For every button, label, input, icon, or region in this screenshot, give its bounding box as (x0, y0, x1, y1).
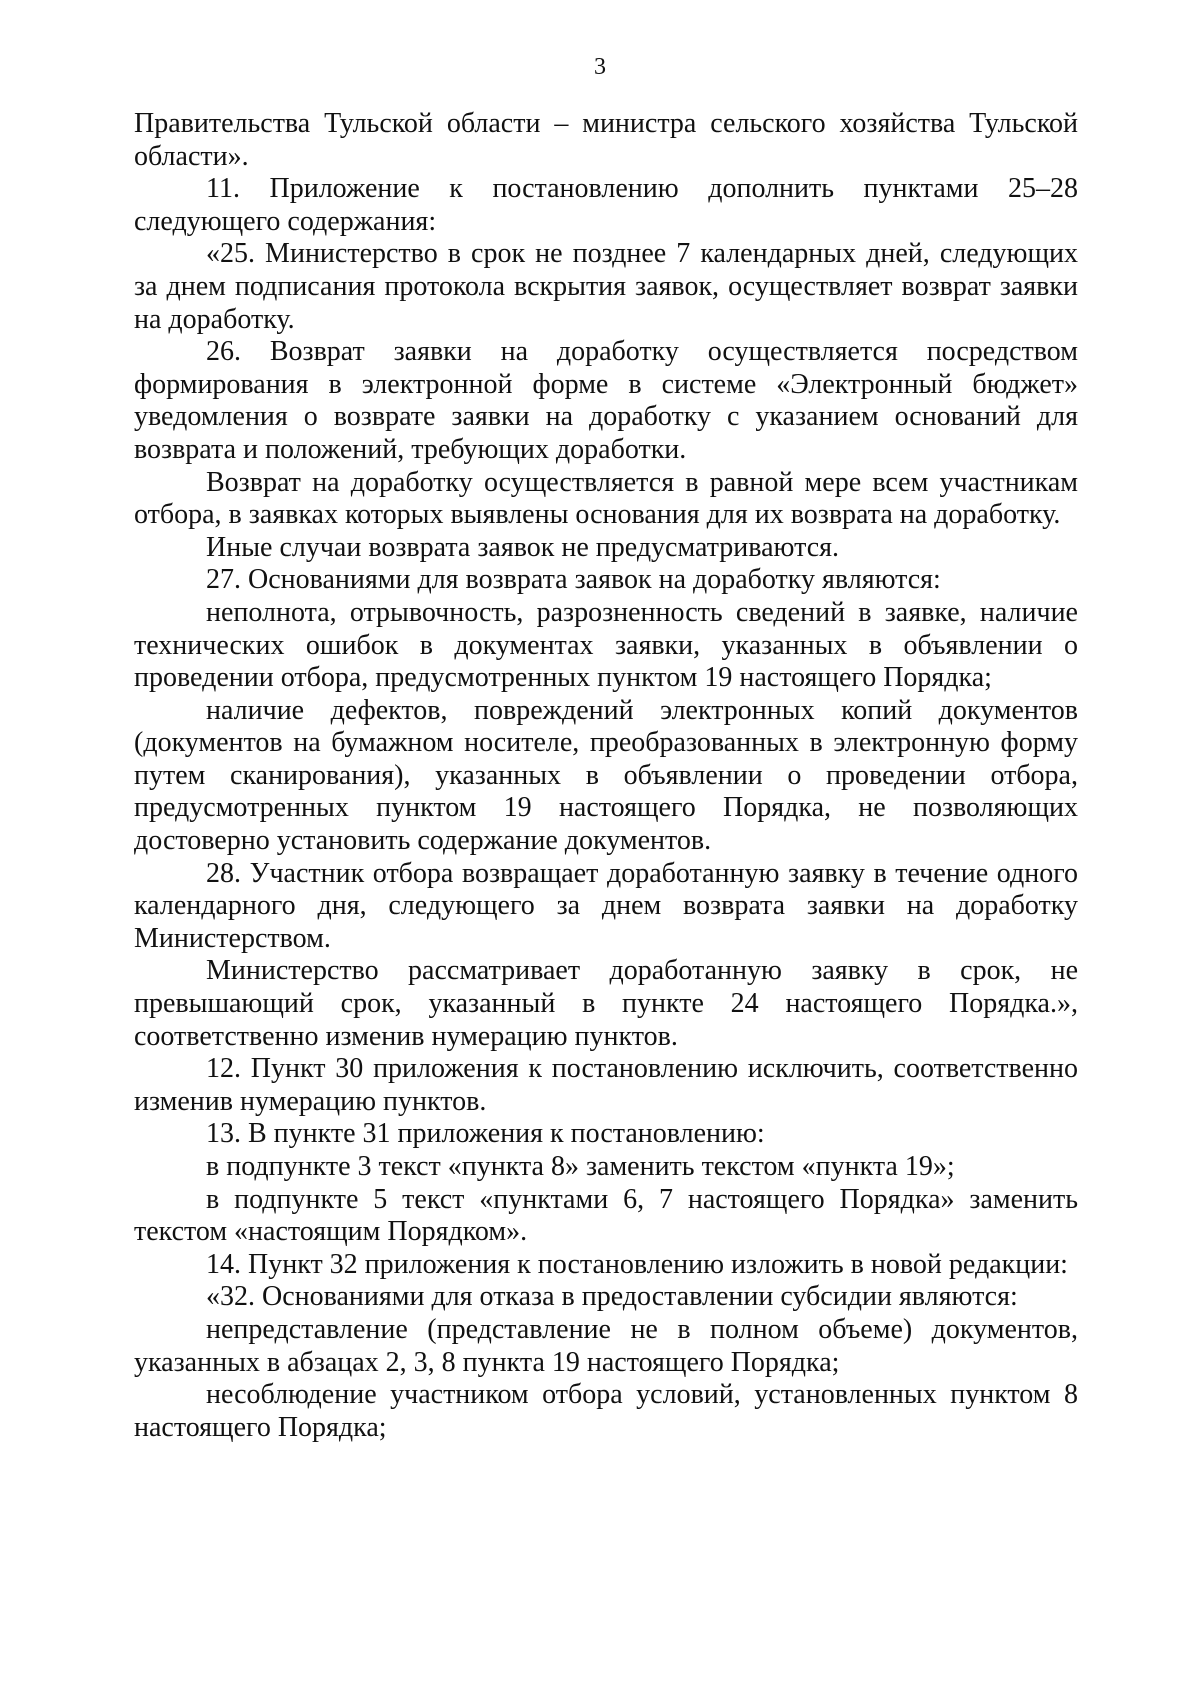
paragraph-item-13: 13. В пункте 31 приложения к постановлению: (206, 1118, 765, 1150)
page-number: 3 (594, 54, 606, 80)
paragraph-item-14: 14. Пункт 32 приложения к постановлению изложить в новой редакции: (206, 1248, 1068, 1280)
paragraph-item-12: 12. Пункт 30 приложения к постановлению исключить, соответственно изменив нумерацию пунктов. (134, 1053, 1078, 1117)
paragraph-item-27: 27. Основаниями для возврата заявок на доработку являются: (206, 564, 941, 596)
paragraph-continuation: Правительства Тульской области – министра сельского хозяйства Тульской области». (134, 108, 1078, 172)
paragraph-subitem-5: в подпункте 5 текст «пунктами 6, 7 настоящего Порядка» заменить текстом «настоящим Порядком». (134, 1183, 1078, 1248)
paragraph-other-cases: Иные случаи возврата заявок не предусматриваются. (206, 531, 839, 563)
paragraph-item-11: 11. Приложение к постановлению дополнить пунктами 25–28 следующего содержания: (134, 173, 1078, 237)
paragraph-item-26: 26. Возврат заявки на доработку осуществляется посредством формирования в электронной форме в системе «Электронный бюджет» уведомления о возврате заявки на доработку с указанием оснований для возврата и положений, требующих доработки. (134, 336, 1078, 465)
document-body (134, 108, 1078, 1444)
paragraph-item-25: «25. Министерство в срок не позднее 7 календарных дней, следующих за днем подписания протокола вскрытия заявок, осуществляет возврат заявки на доработку. (134, 238, 1078, 335)
paragraph-item-28: 28. Участник отбора возвращает доработанную заявку в течение одного календарного дня, следующего за днем возврата заявки на доработку Министерством. (134, 857, 1078, 954)
paragraph-defects: наличие дефектов, повреждений электронных копий документов (документов на бумажном носителе, преобразованных в электронную форму путем сканирования), указанных в объявлении о проведении отбора, предусмотренных пунктом 19 настоящего Порядка, не позволяющих достоверно установить содержание документов. (134, 694, 1078, 857)
paragraph-incompleteness: неполнота, отрывочность, разрозненность сведений в заявке, наличие технических ошибок в документах заявки, указанных в объявлении о проведении отбора, предусмотренных пунктом 19 настоящего Порядка; (134, 596, 1078, 694)
paragraph-non-submission: непредставление (представление не в полном объеме) документов, указанных в абзацах 2, 3, 8 пункта 19 настоящего Порядка; (134, 1313, 1078, 1378)
paragraph-non-compliance: несоблюдение участником отбора условий, установленных пунктом 8 настоящего Порядка; (134, 1379, 1078, 1443)
paragraph-subitem-3: в подпункте 3 текст «пункта 8» заменить текстом «пункта 19»; (206, 1151, 955, 1182)
paragraph-item-32: «32. Основаниями для отказа в предоставлении субсидии являются: (206, 1281, 1018, 1313)
paragraph-return-equal: Возврат на доработку осуществляется в равной мере всем участникам отбора, в заявках которых выявлены основания для их возврата на доработку. (134, 466, 1078, 531)
paragraph-ministry-review: Министерство рассматривает доработанную заявку в срок, не превышающий срок, указанный в пункте 24 настоящего Порядка.», соответственно изменив нумерацию пунктов. (134, 955, 1078, 1052)
